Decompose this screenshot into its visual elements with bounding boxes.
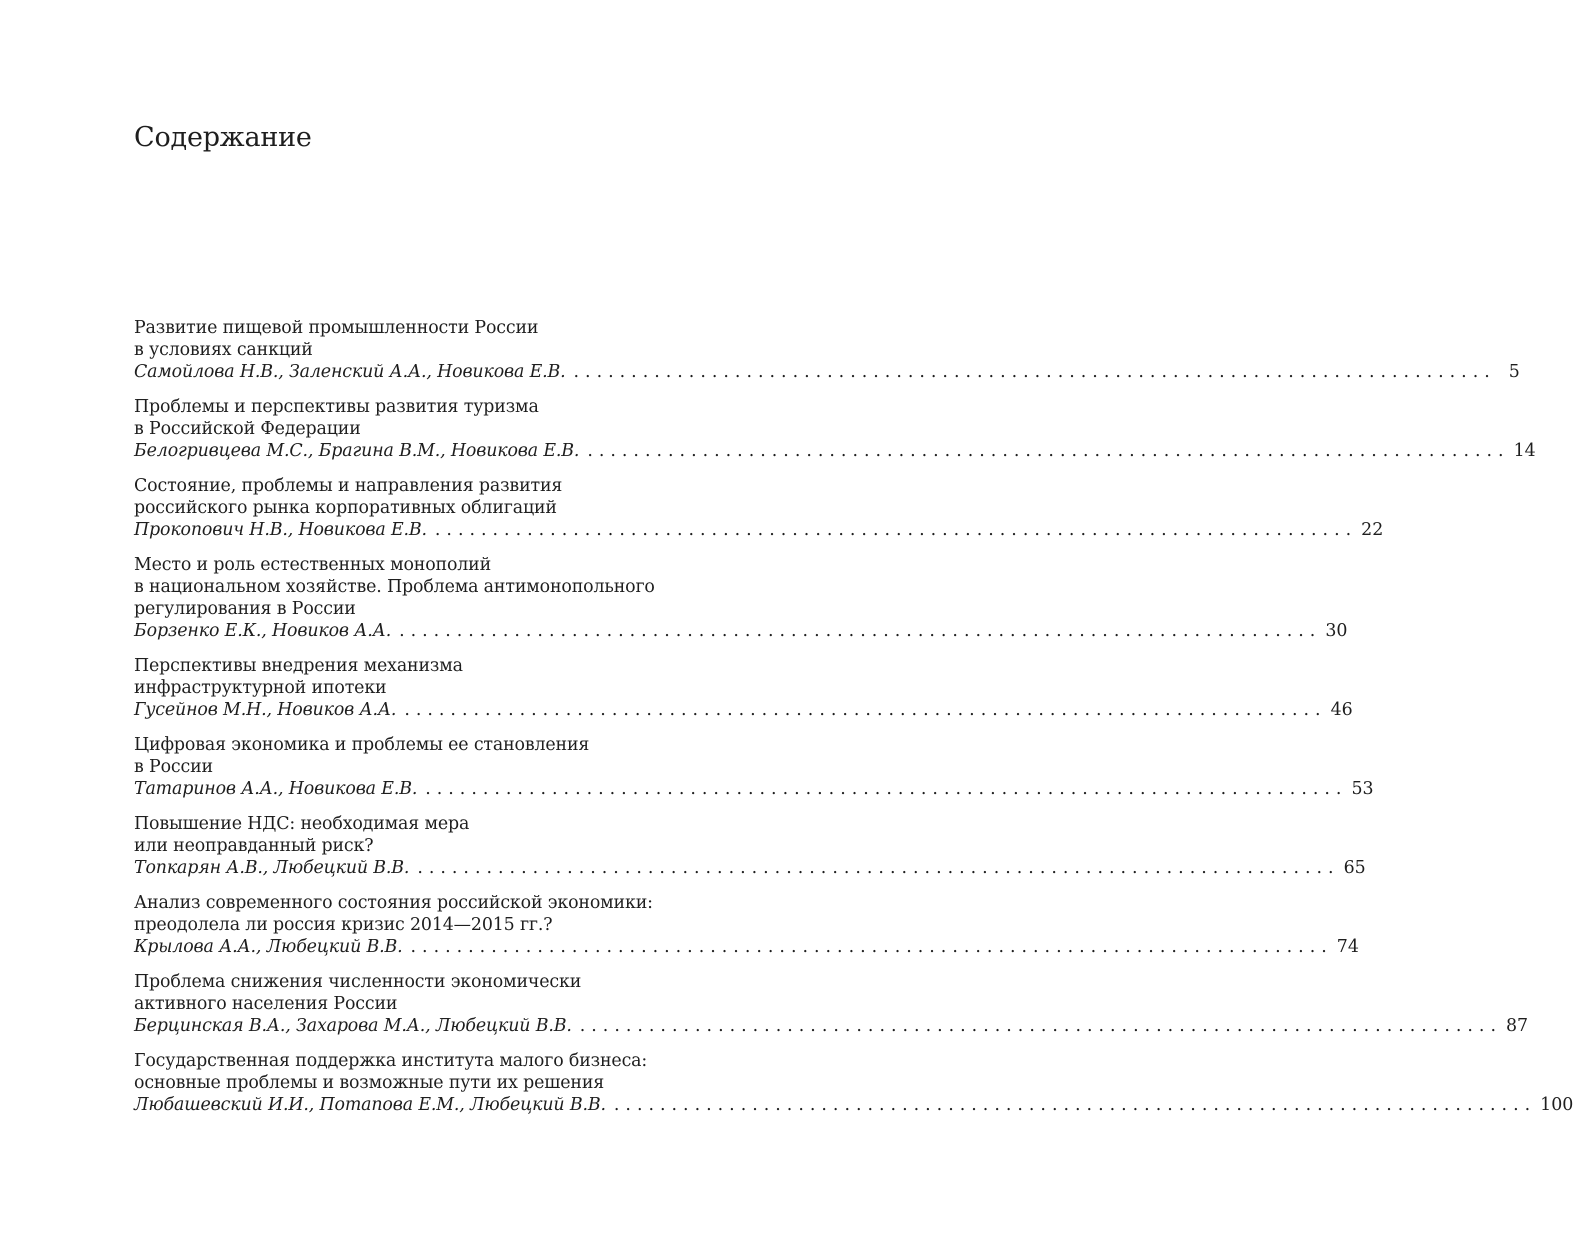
toc-entry-title-line: Анализ современного состояния российской экономики: xyxy=(134,893,653,913)
dot-leader: ................................................................................ xyxy=(613,1095,1537,1115)
table-of-contents xyxy=(134,317,1573,1129)
toc-entry xyxy=(134,317,1520,383)
toc-entry xyxy=(134,655,1353,721)
dot-leader: ................................................................................ xyxy=(587,441,1510,461)
toc-entry xyxy=(134,813,1366,879)
toc-entry-title-line: российского рынка корпоративных облигаций xyxy=(134,498,557,518)
toc-entry-page-number: 46 xyxy=(1330,700,1353,720)
toc-entry-title-line: Повышение НДС: необходимая мера xyxy=(134,814,470,834)
toc-entry xyxy=(134,396,1536,462)
toc-entry-authors-row xyxy=(134,699,1353,721)
dot-leader: ................................................................................ xyxy=(425,779,1348,799)
dot-leader: ................................................................................ xyxy=(573,362,1496,382)
dot-leader: ................................................................................ xyxy=(579,1016,1502,1036)
toc-entry-page-number: 14 xyxy=(1513,441,1536,461)
toc-entry-title-line: инфраструктурной ипотеки xyxy=(134,678,387,698)
dot-leader: ................................................................................ xyxy=(434,520,1358,540)
toc-entry-page-number: 22 xyxy=(1361,520,1384,540)
dot-leader: ................................................................................ xyxy=(417,858,1340,878)
toc-entry-page-number: 30 xyxy=(1325,621,1348,641)
toc-entry-authors-row xyxy=(134,519,1384,541)
toc-entry-title-line: в России xyxy=(134,757,213,777)
toc-entry-authors-row xyxy=(134,778,1374,800)
toc-entry-title-line: Место и роль естественных монополий xyxy=(134,555,492,575)
toc-entry-authors-row xyxy=(134,936,1359,958)
toc-entry-page-number: 5 xyxy=(1508,362,1520,382)
toc-entry-authors: Топкарян А.В., Любецкий В.В. xyxy=(134,858,410,878)
toc-entry-title-line: преодолела ли россия кризис 2014—2015 гг.? xyxy=(134,915,553,935)
toc-entry-title-line: или неоправданный риск? xyxy=(134,836,374,856)
toc-entry-authors: Прокопович Н.В., Новикова Е.В. xyxy=(134,520,427,540)
toc-entry-authors: Любашевский И.И., Потапова Е.М., Любецкий В.В. xyxy=(134,1095,606,1115)
toc-entry xyxy=(134,475,1384,541)
toc-entry-title-line: Состояние, проблемы и направления развития xyxy=(134,476,563,496)
toc-entry-authors-row xyxy=(134,620,1348,642)
page-title: Содержание xyxy=(134,122,312,153)
toc-entry-title-line: Развитие пищевой промышленности России xyxy=(134,318,539,338)
toc-entry-authors-row xyxy=(134,361,1520,383)
dot-leader: ................................................................................ xyxy=(404,700,1327,720)
toc-entry-authors-row xyxy=(134,1015,1529,1037)
toc-entry-authors-row xyxy=(134,857,1366,879)
toc-entry-title-line: регулирования в России xyxy=(134,599,356,619)
toc-entry-authors-row xyxy=(134,1094,1573,1116)
toc-entry-title-line: Государственная поддержка института малого бизнеса: xyxy=(134,1051,648,1071)
toc-entry-title-line: Проблема снижения численности экономически xyxy=(134,972,582,992)
toc-entry-title-line: в Российской Федерации xyxy=(134,419,361,439)
toc-entry-authors: Гусейнов М.Н., Новиков А.А. xyxy=(134,700,397,720)
toc-entry-title-line: в национальном хозяйстве. Проблема антимонопольного xyxy=(134,577,655,597)
toc-entry-authors: Белогривцева М.С., Брагина В.М., Новикова Е.В. xyxy=(134,441,580,461)
toc-entry xyxy=(134,971,1529,1037)
toc-entry-title-line: Цифровая экономика и проблемы ее становления xyxy=(134,735,590,755)
toc-entry-title-line: в условиях санкций xyxy=(134,340,313,360)
toc-entry-page-number: 53 xyxy=(1351,779,1374,799)
dot-leader: ................................................................................ xyxy=(399,621,1322,641)
toc-entry xyxy=(134,1050,1573,1116)
toc-entry-title-line: основные проблемы и возможные пути их решения xyxy=(134,1073,605,1093)
toc-entry-page-number: 74 xyxy=(1336,937,1359,957)
toc-entry-page-number: 87 xyxy=(1505,1016,1529,1036)
toc-entry-authors: Борзенко Е.К., Новиков А.А. xyxy=(134,621,392,641)
toc-entry-authors: Татаринов А.А., Новикова Е.В. xyxy=(134,779,418,799)
toc-entry-authors-row xyxy=(134,440,1536,462)
toc-entry-authors: Крылова А.А., Любецкий В.В. xyxy=(134,937,403,957)
toc-entry xyxy=(134,554,1348,642)
toc-entry xyxy=(134,734,1374,800)
toc-entry-title-line: активного населения России xyxy=(134,994,398,1014)
toc-entry-page-number: 100 xyxy=(1540,1095,1573,1115)
toc-entry-title-line: Проблемы и перспективы развития туризма xyxy=(134,397,539,417)
toc-entry-authors: Берцинская В.А., Захарова М.А., Любецкий В.В. xyxy=(134,1016,572,1036)
toc-entry-page-number: 65 xyxy=(1343,858,1366,878)
toc-entry xyxy=(134,892,1359,958)
dot-leader: ................................................................................ xyxy=(410,937,1333,957)
toc-entry-authors: Самойлова Н.В., Заленский А.А., Новикова Е.В. xyxy=(134,362,566,382)
toc-entry-title-line: Перспективы внедрения механизма xyxy=(134,656,463,676)
